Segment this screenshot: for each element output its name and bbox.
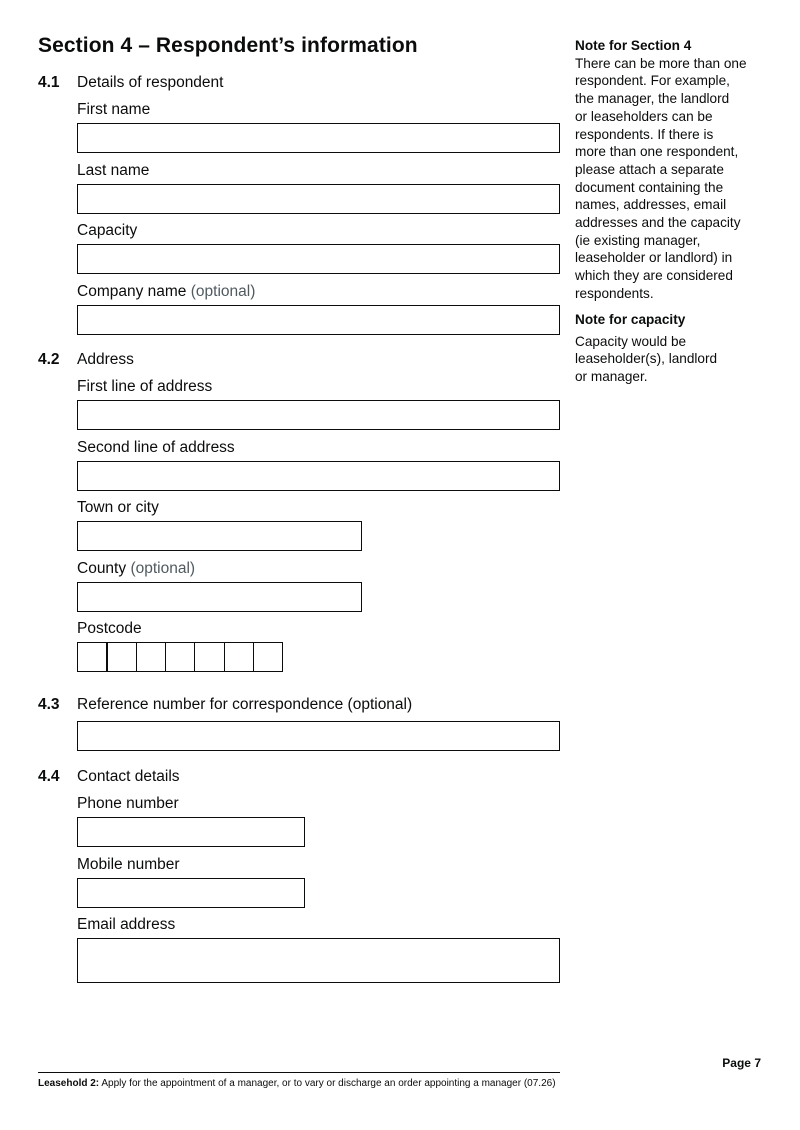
postcode-boxes[interactable] bbox=[77, 642, 282, 672]
last-name-label: Last name bbox=[77, 162, 150, 179]
address-line2-label: Second line of address bbox=[77, 439, 235, 456]
postcode-label: Postcode bbox=[77, 620, 142, 637]
postcode-char-box[interactable] bbox=[165, 642, 196, 672]
town-field[interactable] bbox=[77, 521, 362, 551]
optional-hint: (optional) bbox=[190, 283, 256, 300]
reference-number-field[interactable] bbox=[77, 721, 560, 751]
footer-divider bbox=[38, 1072, 560, 1073]
question-label-contact-details: Contact details bbox=[77, 768, 180, 785]
company-name-label bbox=[77, 283, 255, 301]
postcode-char-box[interactable] bbox=[224, 642, 255, 672]
note-line: respondent. For example, bbox=[575, 73, 730, 89]
address-line1-label: First line of address bbox=[77, 378, 213, 395]
last-name-field[interactable] bbox=[77, 184, 560, 214]
postcode-char-box[interactable] bbox=[136, 642, 167, 672]
first-name-label: First name bbox=[77, 101, 151, 118]
footer-form-name: Leasehold 2: bbox=[38, 1078, 100, 1089]
note-heading: Note for capacity bbox=[575, 312, 686, 327]
note-line: leaseholder(s), landlord bbox=[575, 351, 718, 367]
note-line: which they are considered bbox=[575, 268, 733, 284]
question-label-details-of-respondent: Details of respondent bbox=[77, 74, 224, 91]
mobile-label: Mobile number bbox=[77, 856, 180, 873]
optional-hint: (optional) bbox=[130, 560, 196, 577]
postcode-char-box[interactable] bbox=[253, 642, 284, 672]
county-label bbox=[77, 560, 195, 578]
address-line1-field[interactable] bbox=[77, 400, 560, 430]
note-line: There can be more than one bbox=[575, 55, 747, 71]
note-line: leaseholder or landlord) in bbox=[575, 250, 733, 266]
question-number-4-2: 4.2 bbox=[38, 351, 60, 368]
note-line: Capacity would be bbox=[575, 333, 687, 349]
email-label: Email address bbox=[77, 916, 176, 933]
note-line: or manager. bbox=[575, 369, 648, 385]
town-label: Town or city bbox=[77, 499, 159, 516]
note-heading: Note for Section 4 bbox=[575, 38, 692, 53]
address-line2-field[interactable] bbox=[77, 461, 560, 491]
note-line: (ie existing manager, bbox=[575, 232, 701, 248]
company-name-field[interactable] bbox=[77, 305, 560, 335]
footer-description: Apply for the appointment of a manager, or to vary or discharge an order appointing a manager (07.26) bbox=[101, 1078, 556, 1089]
note-line: addresses and the capacity bbox=[575, 215, 741, 231]
footer bbox=[38, 1078, 556, 1089]
phone-label: Phone number bbox=[77, 795, 179, 812]
postcode-char-box[interactable] bbox=[77, 642, 108, 672]
question-label-address: Address bbox=[77, 351, 134, 368]
postcode-char-box[interactable] bbox=[106, 642, 137, 672]
question-number-4-3: 4.3 bbox=[38, 696, 60, 713]
capacity-field[interactable] bbox=[77, 244, 560, 274]
phone-field[interactable] bbox=[77, 817, 305, 847]
question-number-4-4: 4.4 bbox=[38, 768, 60, 785]
company-name-text: Company name bbox=[77, 283, 187, 300]
county-text: County bbox=[77, 560, 127, 577]
email-field[interactable] bbox=[77, 938, 560, 983]
question-label-reference-number: Reference number for correspondence (optional) bbox=[77, 696, 413, 713]
note-line: the manager, the landlord bbox=[575, 91, 730, 107]
note-line: respondents. If there is bbox=[575, 126, 714, 142]
mobile-field[interactable] bbox=[77, 878, 305, 908]
note-section-4 bbox=[575, 37, 775, 303]
note-line: more than one respondent, bbox=[575, 144, 739, 160]
note-line: or leaseholders can be bbox=[575, 108, 713, 124]
county-field[interactable] bbox=[77, 582, 362, 612]
note-line: respondents. bbox=[575, 285, 654, 301]
note-line: document containing the bbox=[575, 179, 724, 195]
question-number-4-1: 4.1 bbox=[38, 74, 60, 91]
note-line: names, addresses, email bbox=[575, 197, 727, 213]
note-capacity bbox=[575, 311, 775, 386]
page-title: Section 4 – Respondent’s information bbox=[38, 34, 418, 57]
first-name-field[interactable] bbox=[77, 123, 560, 153]
capacity-label: Capacity bbox=[77, 222, 138, 239]
note-line: please attach a separate bbox=[575, 161, 724, 177]
postcode-char-box[interactable] bbox=[194, 642, 225, 672]
page-number: Page 7 bbox=[722, 1056, 761, 1070]
